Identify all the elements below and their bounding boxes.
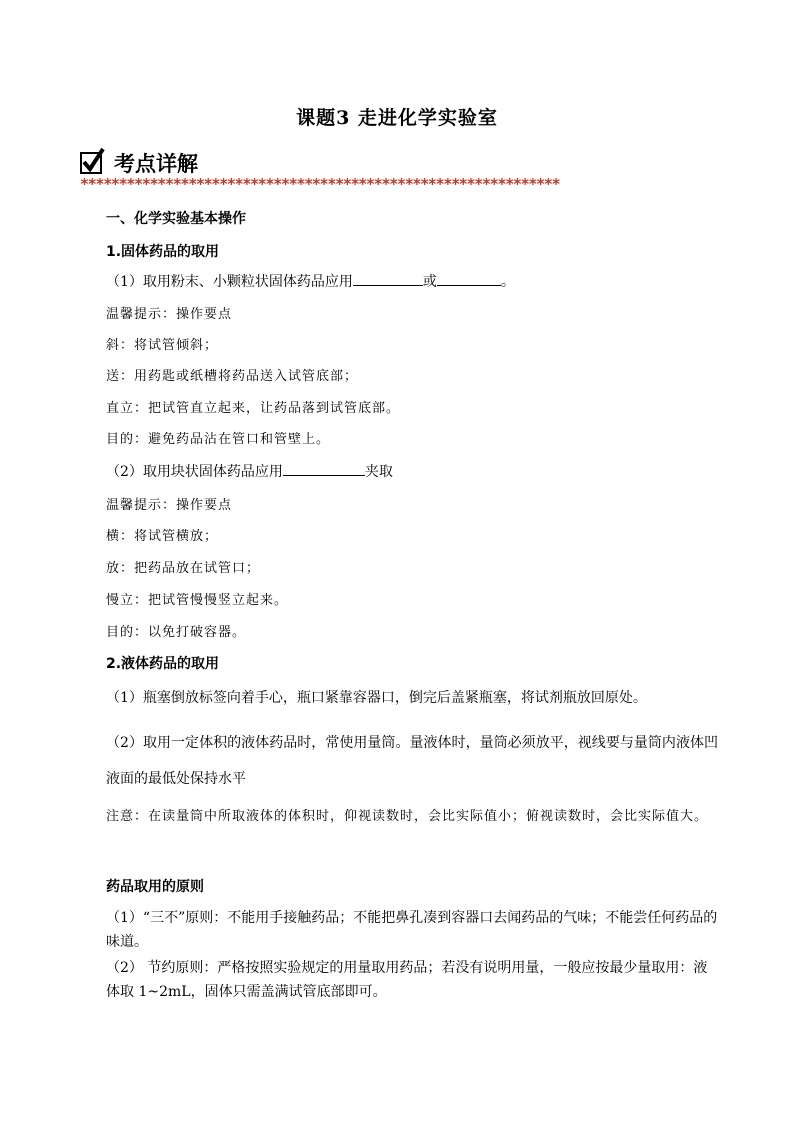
document-title: 课题3 走进化学实验室 — [296, 107, 498, 129]
tip-line: 送：用药匙或纸槽将药品送入试管底部； — [106, 369, 359, 384]
liquid-paragraph-2: （2）取用一定体积的液体药品时，常使用量筒。量液体时，量筒必须放平，视线要与量筒内液体凹液面的最低处保持水平 — [106, 735, 718, 787]
question-2 — [106, 461, 393, 481]
star-divider: ************************************************************** — [80, 175, 560, 193]
principle-1: （1）“三不”原则：不能用手接触药品；不能把鼻孔凑到容器口去闻药品的气味；不能尝任何药品的味道。 — [106, 910, 718, 950]
heading-liquid-drugs: 2.液体药品的取用 — [106, 656, 220, 672]
section-title: 考点详解 — [114, 152, 198, 176]
question-1-mid: 或 — [422, 274, 437, 290]
tip-line: 放：把药品放在试管口； — [106, 561, 261, 576]
heading-solid-drugs: 1.固体药品的取用 — [106, 244, 220, 260]
heading-basic-operations: 一、化学实验基本操作 — [106, 211, 246, 227]
principle-2: （2） 节约原则：严格按照实验规定的用量取用药品；若没有说明用量，一般应按最少量取用：液体取 1~2mL，固体只需盖满试管底部即可。 — [106, 960, 708, 1000]
tip-line: 目的：以免打破容器。 — [106, 625, 247, 640]
tip-line: 斜：将试管倾斜； — [106, 338, 219, 353]
tip-line: 横：将试管横放； — [106, 529, 219, 544]
blank-2 — [437, 271, 501, 286]
blank-1 — [353, 271, 423, 286]
tip-line: 直立：把试管直立起来，让药品落到试管底部。 — [106, 401, 401, 416]
heading-principles: 药品取用的原则 — [106, 879, 204, 895]
liquid-paragraph-1: （1）瓶塞倒放标签向着手心，瓶口紧靠容器口，倒完后盖紧瓶塞，将试剂瓶放回原处。 — [106, 690, 647, 706]
blank-3 — [283, 461, 365, 476]
question-1-prefix: （1）取用粉末、小颗粒状固体药品应用 — [106, 274, 353, 290]
question-1 — [106, 271, 515, 291]
checkbox-check-icon — [80, 152, 102, 174]
tip-line: 慢立：把试管慢慢竖立起来。 — [106, 593, 289, 608]
tip-line: 温馨提示：操作要点 — [106, 498, 233, 513]
question-2-suffix: 夹取 — [364, 464, 393, 480]
question-2-prefix: （2）取用块状固体药品应用 — [106, 464, 283, 480]
tip-line: 温馨提示：操作要点 — [106, 307, 233, 322]
tip-line: 目的：避免药品沾在管口和管壁上。 — [106, 432, 331, 447]
question-1-suffix: 。 — [500, 274, 515, 290]
note-paragraph: 注意：在读量筒中所取液体的体积时，仰视读数时，会比实际值小；俯视读数时，会比实际值大。 — [106, 809, 709, 824]
